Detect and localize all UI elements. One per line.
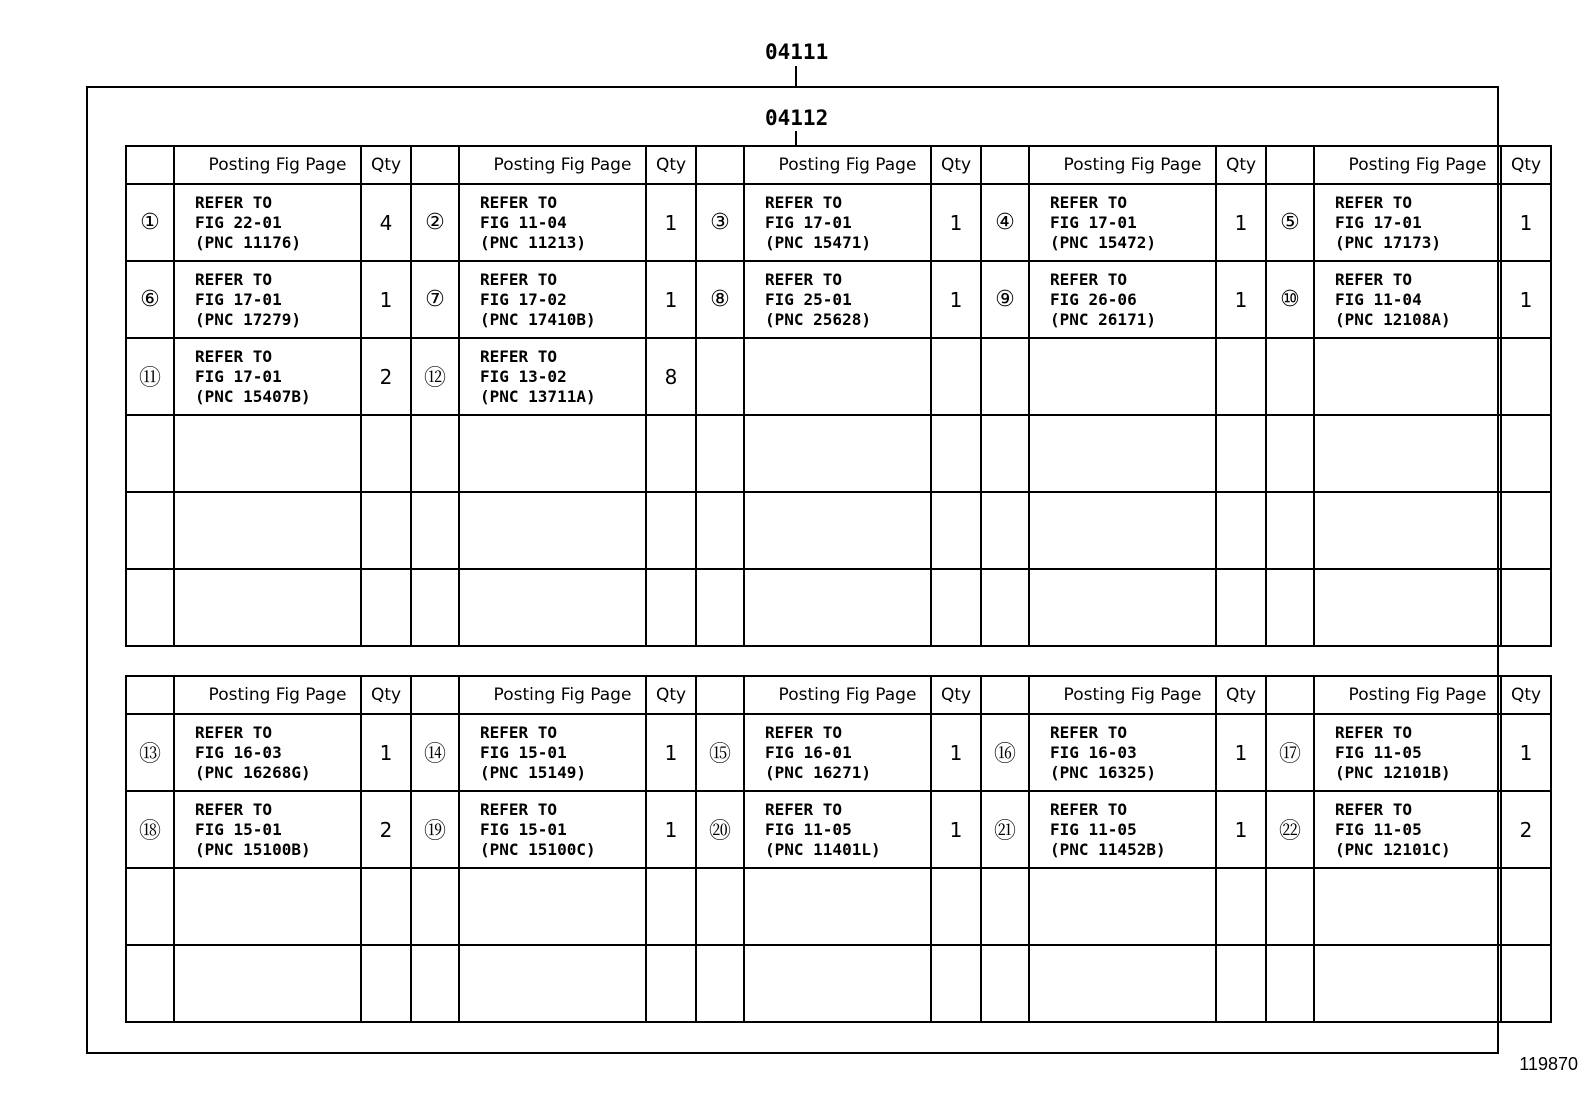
- posting-ref-cell: [1029, 415, 1216, 492]
- posting-ref: [195, 800, 360, 860]
- posting-ref-cell: [1314, 791, 1501, 868]
- qty-value: [646, 945, 696, 1022]
- posting-ref: [1050, 723, 1215, 783]
- qty-value: [1216, 569, 1266, 646]
- posting-ref-line: FIG 16-03: [195, 742, 282, 762]
- posting-ref-cell: [174, 945, 361, 1022]
- posting-ref-line: FIG 17-02: [480, 289, 567, 309]
- posting-ref-line: (PNC 13711A): [480, 386, 596, 406]
- posting-ref-cell: [459, 261, 646, 338]
- posting-ref-cell: [459, 714, 646, 791]
- posting-ref-line: (PNC 26171): [1050, 309, 1156, 329]
- callout-number: ㉒: [1266, 791, 1314, 868]
- posting-ref-cell: [1314, 569, 1501, 646]
- parts-table-lower: [125, 675, 1552, 1023]
- leader-line-outer: [795, 66, 797, 86]
- posting-ref-cell: [1314, 492, 1501, 569]
- header-no-cell: [981, 146, 1029, 184]
- posting-ref: [1050, 800, 1215, 860]
- posting-ref-line: FIG 17-01: [195, 289, 282, 309]
- qty-value: [1216, 492, 1266, 569]
- posting-ref-line: FIG 15-01: [480, 742, 567, 762]
- callout-number: [1266, 492, 1314, 569]
- callout-number: [696, 868, 744, 945]
- callout-number: ⑥: [126, 261, 174, 338]
- callout-number: [981, 338, 1029, 415]
- qty-value: [931, 569, 981, 646]
- callout-number: [696, 415, 744, 492]
- posting-ref-line: REFER TO: [1050, 722, 1128, 742]
- header-posting-fig-page: Posting Fig Page: [1029, 676, 1216, 714]
- qty-value: [361, 569, 411, 646]
- posting-ref-line: (PNC 15471): [765, 232, 871, 252]
- callout-number: [411, 868, 459, 945]
- callout-number: [981, 945, 1029, 1022]
- callout-number: [126, 492, 174, 569]
- posting-ref-line: REFER TO: [1335, 722, 1413, 742]
- posting-ref-line: REFER TO: [480, 192, 558, 212]
- posting-ref-cell: [174, 492, 361, 569]
- posting-ref-cell: [1029, 338, 1216, 415]
- qty-value: [646, 868, 696, 945]
- header-qty: Qty: [931, 676, 981, 714]
- callout-number: [696, 945, 744, 1022]
- posting-ref: [195, 347, 360, 407]
- posting-ref-line: (PNC 17410B): [480, 309, 596, 329]
- qty-value: [931, 868, 981, 945]
- header-posting-fig-page: Posting Fig Page: [1314, 676, 1501, 714]
- callout-number: ⑬: [126, 714, 174, 791]
- table-row: [126, 415, 1551, 492]
- posting-ref-line: REFER TO: [195, 269, 273, 289]
- posting-ref-cell: [744, 868, 931, 945]
- qty-value: 1: [646, 184, 696, 261]
- posting-ref-cell: [174, 714, 361, 791]
- table-row: [126, 338, 1551, 415]
- qty-value: [1501, 492, 1551, 569]
- header-row: [126, 676, 1551, 714]
- posting-ref-cell: [174, 569, 361, 646]
- posting-ref: [480, 193, 645, 253]
- callout-number: [696, 569, 744, 646]
- table-row: [126, 945, 1551, 1022]
- header-qty: Qty: [1216, 676, 1266, 714]
- callout-number: [696, 492, 744, 569]
- callout-number: ⑨: [981, 261, 1029, 338]
- posting-ref-line: REFER TO: [1335, 269, 1413, 289]
- qty-value: 1: [1216, 184, 1266, 261]
- qty-value: [931, 338, 981, 415]
- header-qty: Qty: [361, 146, 411, 184]
- table-row: [126, 868, 1551, 945]
- qty-value: [1216, 338, 1266, 415]
- callout-number: [1266, 569, 1314, 646]
- illustration-code: 119870: [1519, 1054, 1578, 1074]
- posting-ref-line: (PNC 12108A): [1335, 309, 1451, 329]
- posting-ref-line: REFER TO: [765, 192, 843, 212]
- callout-number: ⑧: [696, 261, 744, 338]
- posting-ref-cell: [744, 415, 931, 492]
- header-qty: Qty: [1501, 146, 1551, 184]
- posting-ref: [1335, 723, 1500, 783]
- posting-ref-cell: [1314, 338, 1501, 415]
- qty-value: [646, 492, 696, 569]
- callout-number: [1266, 415, 1314, 492]
- posting-ref-line: REFER TO: [480, 269, 558, 289]
- posting-ref-line: REFER TO: [480, 722, 558, 742]
- qty-value: 1: [646, 791, 696, 868]
- callout-number: [981, 868, 1029, 945]
- callout-number: ⑤: [1266, 184, 1314, 261]
- posting-ref-line: (PNC 15407B): [195, 386, 311, 406]
- posting-ref-line: FIG 11-05: [1335, 819, 1422, 839]
- header-no-cell: [696, 146, 744, 184]
- posting-ref-line: (PNC 11401L): [765, 839, 881, 859]
- posting-ref-line: REFER TO: [195, 346, 273, 366]
- qty-value: 1: [361, 261, 411, 338]
- posting-ref-cell: [1029, 184, 1216, 261]
- posting-ref: [480, 800, 645, 860]
- posting-ref-cell: [459, 415, 646, 492]
- posting-ref-cell: [174, 261, 361, 338]
- callout-number: ⑪: [126, 338, 174, 415]
- posting-ref-cell: [459, 791, 646, 868]
- posting-ref-cell: [459, 868, 646, 945]
- header-qty: Qty: [646, 676, 696, 714]
- callout-number: [1266, 945, 1314, 1022]
- posting-ref-line: (PNC 15100C): [480, 839, 596, 859]
- header-no-cell: [1266, 676, 1314, 714]
- callout-number: [1266, 868, 1314, 945]
- header-no-cell: [411, 146, 459, 184]
- table-row: [126, 261, 1551, 338]
- header-no-cell: [126, 146, 174, 184]
- posting-ref-line: (PNC 25628): [765, 309, 871, 329]
- qty-value: [1216, 945, 1266, 1022]
- posting-ref-cell: [1029, 569, 1216, 646]
- qty-value: 2: [361, 338, 411, 415]
- posting-ref-line: FIG 17-01: [765, 212, 852, 232]
- header-no-cell: [411, 676, 459, 714]
- posting-ref-line: FIG 17-01: [1335, 212, 1422, 232]
- qty-value: [931, 415, 981, 492]
- posting-ref-line: FIG 11-05: [765, 819, 852, 839]
- callout-number: [981, 492, 1029, 569]
- posting-ref-cell: [459, 569, 646, 646]
- callout-number: ⑯: [981, 714, 1029, 791]
- qty-value: 1: [646, 714, 696, 791]
- posting-ref-line: REFER TO: [765, 722, 843, 742]
- posting-ref-cell: [744, 492, 931, 569]
- qty-value: 1: [1501, 261, 1551, 338]
- callout-number: [411, 945, 459, 1022]
- posting-ref-cell: [744, 714, 931, 791]
- qty-value: 1: [1216, 261, 1266, 338]
- posting-ref-line: (PNC 11213): [480, 232, 586, 252]
- qty-value: 1: [1216, 714, 1266, 791]
- callout-number: [696, 338, 744, 415]
- callout-number: ①: [126, 184, 174, 261]
- posting-ref-line: (PNC 15100B): [195, 839, 311, 859]
- posting-ref-cell: [1314, 868, 1501, 945]
- posting-ref-cell: [744, 184, 931, 261]
- posting-ref-cell: [174, 338, 361, 415]
- posting-ref-line: FIG 13-02: [480, 366, 567, 386]
- posting-ref-cell: [1314, 945, 1501, 1022]
- posting-ref-line: REFER TO: [1050, 799, 1128, 819]
- posting-ref: [1050, 193, 1215, 253]
- posting-ref-cell: [1314, 261, 1501, 338]
- header-qty: Qty: [361, 676, 411, 714]
- posting-ref-line: FIG 11-04: [480, 212, 567, 232]
- qty-value: [646, 415, 696, 492]
- qty-value: [361, 945, 411, 1022]
- posting-ref-cell: [1314, 184, 1501, 261]
- callout-number: ⑭: [411, 714, 459, 791]
- callout-number: [126, 945, 174, 1022]
- label-04111: 04111: [765, 40, 829, 64]
- posting-ref: [195, 193, 360, 253]
- callout-number: [411, 415, 459, 492]
- qty-value: [646, 569, 696, 646]
- posting-ref-line: REFER TO: [195, 799, 273, 819]
- parts-table-upper: [125, 145, 1552, 647]
- posting-ref-line: REFER TO: [765, 269, 843, 289]
- posting-ref-line: (PNC 12101C): [1335, 839, 1451, 859]
- header-posting-fig-page: Posting Fig Page: [174, 146, 361, 184]
- callout-number: ⑮: [696, 714, 744, 791]
- callout-number: ②: [411, 184, 459, 261]
- posting-ref-line: REFER TO: [765, 799, 843, 819]
- label-04112: 04112: [765, 106, 829, 130]
- posting-ref-line: FIG 11-04: [1335, 289, 1422, 309]
- callout-number: ⑦: [411, 261, 459, 338]
- qty-value: 8: [646, 338, 696, 415]
- qty-value: [361, 492, 411, 569]
- posting-ref-cell: [459, 184, 646, 261]
- posting-ref-line: (PNC 16325): [1050, 762, 1156, 782]
- posting-ref-line: FIG 11-05: [1335, 742, 1422, 762]
- header-posting-fig-page: Posting Fig Page: [1029, 146, 1216, 184]
- posting-ref-cell: [1029, 791, 1216, 868]
- posting-ref-line: (PNC 17279): [195, 309, 301, 329]
- qty-value: [361, 868, 411, 945]
- posting-ref-cell: [174, 184, 361, 261]
- callout-number: [126, 868, 174, 945]
- posting-ref-line: FIG 16-03: [1050, 742, 1137, 762]
- header-no-cell: [696, 676, 744, 714]
- callout-number: [1266, 338, 1314, 415]
- posting-ref-cell: [1314, 714, 1501, 791]
- posting-ref-line: FIG 17-01: [195, 366, 282, 386]
- header-no-cell: [126, 676, 174, 714]
- qty-value: 1: [931, 261, 981, 338]
- posting-ref-cell: [744, 338, 931, 415]
- callout-number: [981, 569, 1029, 646]
- qty-value: [1501, 945, 1551, 1022]
- posting-ref-line: FIG 26-06: [1050, 289, 1137, 309]
- posting-ref-cell: [1314, 415, 1501, 492]
- posting-ref-line: REFER TO: [1050, 269, 1128, 289]
- header-qty: Qty: [931, 146, 981, 184]
- header-posting-fig-page: Posting Fig Page: [174, 676, 361, 714]
- posting-ref-line: (PNC 17173): [1335, 232, 1441, 252]
- posting-ref-cell: [1029, 261, 1216, 338]
- posting-ref-cell: [174, 791, 361, 868]
- posting-ref-line: FIG 22-01: [195, 212, 282, 232]
- qty-value: 1: [361, 714, 411, 791]
- callout-number: [126, 415, 174, 492]
- callout-number: ⑩: [1266, 261, 1314, 338]
- qty-value: 2: [1501, 791, 1551, 868]
- callout-number: [981, 415, 1029, 492]
- qty-value: 1: [931, 184, 981, 261]
- posting-ref: [480, 723, 645, 783]
- posting-ref: [765, 193, 930, 253]
- posting-ref: [765, 270, 930, 330]
- header-posting-fig-page: Posting Fig Page: [1314, 146, 1501, 184]
- table-row: [126, 569, 1551, 646]
- callout-number: ⑫: [411, 338, 459, 415]
- posting-ref: [1050, 270, 1215, 330]
- posting-ref: [195, 723, 360, 783]
- posting-ref-line: REFER TO: [1335, 192, 1413, 212]
- callout-number: ⑰: [1266, 714, 1314, 791]
- header-qty: Qty: [1501, 676, 1551, 714]
- posting-ref-line: (PNC 15472): [1050, 232, 1156, 252]
- table-row: [126, 492, 1551, 569]
- qty-value: 2: [361, 791, 411, 868]
- posting-ref-line: REFER TO: [195, 722, 273, 742]
- posting-ref-line: REFER TO: [1335, 799, 1413, 819]
- posting-ref: [1335, 270, 1500, 330]
- posting-ref: [765, 723, 930, 783]
- posting-ref: [195, 270, 360, 330]
- header-row: [126, 146, 1551, 184]
- posting-ref-line: REFER TO: [1050, 192, 1128, 212]
- header-qty: Qty: [646, 146, 696, 184]
- posting-ref-line: (PNC 11176): [195, 232, 301, 252]
- leader-line-inner: [795, 131, 797, 145]
- table-row: [126, 714, 1551, 791]
- posting-ref: [765, 800, 930, 860]
- qty-value: 1: [931, 714, 981, 791]
- posting-ref-cell: [1029, 945, 1216, 1022]
- header-posting-fig-page: Posting Fig Page: [459, 676, 646, 714]
- posting-ref-line: FIG 17-01: [1050, 212, 1137, 232]
- posting-ref-cell: [744, 791, 931, 868]
- header-posting-fig-page: Posting Fig Page: [744, 146, 931, 184]
- qty-value: 1: [646, 261, 696, 338]
- posting-ref-line: FIG 25-01: [765, 289, 852, 309]
- posting-ref-line: FIG 15-01: [195, 819, 282, 839]
- posting-ref-line: (PNC 16271): [765, 762, 871, 782]
- posting-ref-line: REFER TO: [480, 799, 558, 819]
- posting-ref-cell: [459, 338, 646, 415]
- header-qty: Qty: [1216, 146, 1266, 184]
- header-posting-fig-page: Posting Fig Page: [459, 146, 646, 184]
- qty-value: 1: [1216, 791, 1266, 868]
- posting-ref-cell: [1029, 868, 1216, 945]
- posting-ref: [1335, 800, 1500, 860]
- posting-ref-cell: [174, 415, 361, 492]
- posting-ref-cell: [459, 945, 646, 1022]
- posting-ref-cell: [744, 945, 931, 1022]
- qty-value: [1216, 868, 1266, 945]
- qty-value: 1: [1501, 714, 1551, 791]
- posting-ref-line: REFER TO: [480, 346, 558, 366]
- callout-number: ④: [981, 184, 1029, 261]
- posting-ref-cell: [1029, 492, 1216, 569]
- header-no-cell: [981, 676, 1029, 714]
- qty-value: [1501, 415, 1551, 492]
- callout-number: [411, 492, 459, 569]
- qty-value: 1: [931, 791, 981, 868]
- callout-number: ⑱: [126, 791, 174, 868]
- callout-number: [126, 569, 174, 646]
- posting-ref-cell: [459, 492, 646, 569]
- posting-ref-line: (PNC 12101B): [1335, 762, 1451, 782]
- qty-value: [1501, 338, 1551, 415]
- posting-ref-line: FIG 11-05: [1050, 819, 1137, 839]
- posting-ref-cell: [174, 868, 361, 945]
- posting-ref-line: (PNC 15149): [480, 762, 586, 782]
- table-row: [126, 791, 1551, 868]
- qty-value: [1216, 415, 1266, 492]
- header-posting-fig-page: Posting Fig Page: [744, 676, 931, 714]
- callout-number: ㉑: [981, 791, 1029, 868]
- qty-value: [1501, 868, 1551, 945]
- posting-ref-line: REFER TO: [195, 192, 273, 212]
- qty-value: 4: [361, 184, 411, 261]
- posting-ref: [480, 270, 645, 330]
- table-row: [126, 184, 1551, 261]
- qty-value: 1: [1501, 184, 1551, 261]
- callout-number: ⑲: [411, 791, 459, 868]
- qty-value: [931, 492, 981, 569]
- header-no-cell: [1266, 146, 1314, 184]
- posting-ref-cell: [744, 261, 931, 338]
- posting-ref-cell: [744, 569, 931, 646]
- qty-value: [1501, 569, 1551, 646]
- callout-number: ③: [696, 184, 744, 261]
- posting-ref: [1335, 193, 1500, 253]
- callout-number: [411, 569, 459, 646]
- posting-ref-line: FIG 16-01: [765, 742, 852, 762]
- qty-value: [931, 945, 981, 1022]
- posting-ref-cell: [1029, 714, 1216, 791]
- posting-ref-line: (PNC 16268G): [195, 762, 311, 782]
- posting-ref: [480, 347, 645, 407]
- qty-value: [361, 415, 411, 492]
- posting-ref-line: (PNC 11452B): [1050, 839, 1166, 859]
- posting-ref-line: FIG 15-01: [480, 819, 567, 839]
- callout-number: ⑳: [696, 791, 744, 868]
